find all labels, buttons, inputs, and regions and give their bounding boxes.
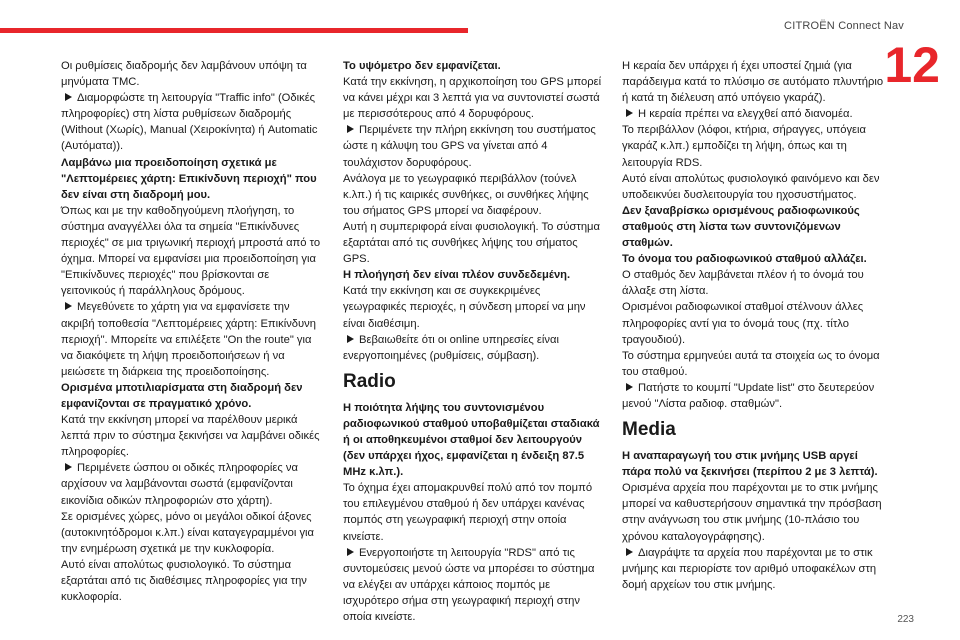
header-accent-bar	[0, 28, 468, 33]
faq-question: Λαμβάνω μια προειδοποίηση σχετικά με "Λεπτομέρειες χάρτη: Επικίνδυνη περιοχή" που δεν είναι στη διαδρομή μου.	[61, 156, 317, 201]
body-paragraph: Κατά την εκκίνηση, η αρχικοποίηση του GPS μπορεί να κάνει μέχρι και 3 λεπτά για να συντονιστεί σωστά με περισσότερους από 4 δορυφόρους.	[343, 76, 602, 121]
action-step-text: Ενεργοποιήστε τη λειτουργία "RDS" από τις συντομεύσεις μενού ώστε να μπορέσει το σύστημα να ελέγξει αν υπάρχει κάποιος πομπός με ισχυρότερο σήμα στη γεωγραφική περιοχή στην οποία κινείστε.	[343, 546, 595, 623]
action-step	[343, 122, 603, 170]
body-paragraph: Ορισμένα αρχεία που παρέχονται με το στικ μνήμης μπορεί να καθυστερήσουν σημαντικά την πρόσβαση στην ανάγνωση του στικ μνήμης (10-πλάσιο του χρόνου καταλογογράφησης).	[622, 482, 882, 543]
action-step-text: Διαμορφώστε τη λειτουργία "Traffic info" (Οδικές πληροφορίες) στη λίστα ρυθμίσεων διαδρομής (Without (Χωρίς), Manual (Χειροκίνητα) ή Automatic (Αυτόματα)).	[61, 92, 318, 153]
body-paragraph: Ο σταθμός δεν λαμβάνεται πλέον ή το όνομά του άλλαξε στη λίστα.	[622, 269, 864, 298]
arrow-bullet-icon	[347, 335, 354, 343]
faq-question: Η αναπαραγωγή του στικ μνήμης USB αργεί πάρα πολύ να ξεκινήσει (περίπου 2 με 3 λεπτά).	[622, 450, 878, 479]
action-step	[622, 545, 888, 593]
body-paragraph: Ανάλογα με το γεωγραφικό περιβάλλον (τούνελ κ.λπ.) ή τις καιρικές συνθήκες, οι συνθήκες λήψης του σήματος GPS μπορεί να διαφέρουν.	[343, 172, 589, 217]
action-step	[622, 380, 888, 412]
body-paragraph: Σε ορισμένες χώρες, μόνο οι μεγάλοι οδικοί άξονες (αυτοκινητόδρομοι κ.λπ.) είναι καταγεγραμμένοι για την ενημέρωση σχετικά με την κυκλοφορία.	[61, 510, 314, 555]
arrow-bullet-icon	[65, 93, 72, 101]
action-step-text: Περιμένετε ώσπου οι οδικές πληροφορίες να αρχίσουν να λαμβάνονται σωστά (εμφανίζονται εικονίδια οδικών πληροφοριών στο χάρτη).	[61, 462, 298, 507]
faq-question: Η ποιότητα λήψης του συντονισμένου ραδιοφωνικού σταθμού υποβαθμίζεται σταδιακά ή οι αποθηκευμένοι σταθμοί δεν λειτουργούν (δεν υπάρχει ήχος, εμφανίζεται η ένδειξη 87.5 MHz κ.λπ.).	[343, 401, 600, 479]
column-1	[61, 58, 323, 605]
header-title: CITROËN Connect Nav	[784, 20, 904, 32]
body-paragraph: Κατά την εκκίνηση μπορεί να παρέλθουν μερικά λεπτά πριν το σύστημα ξεκινήσει να λαμβάνει οδικές πληροφορίες.	[61, 414, 320, 459]
arrow-bullet-icon	[347, 125, 354, 133]
faq-question: Ορισμένα μποτιλιαρίσματα στη διαδρομή δεν εμφανίζονται σε πραγματικό χρόνο.	[61, 381, 303, 410]
body-paragraph: Το περιβάλλον (λόφοι, κτήρια, σήραγγες, υπόγεια γκαράζ κ.λπ.) εμποδίζει τη λήψη, όπως και τη λειτουργία RDS.	[622, 124, 866, 169]
action-step	[343, 545, 603, 625]
arrow-bullet-icon	[626, 109, 633, 117]
action-step	[343, 332, 603, 364]
body-paragraph: Όπως και με την καθοδηγούμενη πλοήγηση, το σύστημα αναγγέλλει όλα τα σημεία "Επικίνδυνες περιοχές" σε μια τριγωνική περιοχή μπροστά από το όχημα. Μπορεί να εμφανίσει μια προειδοποίηση για "Επικίνδυνες περιοχές" που βρίσκονται σε γειτονικούς ή παράλληλους δρόμους.	[61, 204, 321, 298]
action-step-text: Μεγεθύνετε το χάρτη για να εμφανίσετε την ακριβή τοποθεσία "Λεπτομέρειες χάρτη: Επικίνδυνη περιοχή". Μπορείτε να επιλέξετε "On the route" για να διακόψετε τη λήψη προειδοποιήσεων ή να μειώσετε τη διάρκεια της προειδοποίησης.	[61, 301, 316, 378]
page-number: 223	[897, 614, 914, 625]
section-heading: Radio	[343, 370, 396, 392]
arrow-bullet-icon	[65, 302, 72, 310]
action-step	[61, 460, 323, 508]
body-paragraph: Αυτή η συμπεριφορά είναι φυσιολογική. Το σύστημα εξαρτάται από τις συνθήκες λήψης του σήματος GPS.	[343, 220, 600, 266]
body-paragraph: Το όχημα έχει απομακρυνθεί πολύ από τον πομπό του επιλεγμένου σταθμού ή δεν υπάρχει κανένας πομπός στη γεωγραφική περιοχή στην οποία κινείστε.	[343, 482, 593, 543]
section-heading: Media	[622, 419, 676, 441]
body-paragraph: Κατά την εκκίνηση και σε συγκεκριμένες γεωγραφικές περιοχές, η σύνδεση μπορεί να μην είναι διαθέσιμη.	[343, 285, 586, 330]
faq-question: Το όνομα του ραδιοφωνικού σταθμού αλλάζει.	[622, 253, 867, 266]
action-step	[622, 106, 888, 122]
body-paragraph: Το σύστημα ερμηνεύει αυτά τα στοιχεία ως το όνομα του σταθμού.	[622, 349, 880, 378]
body-paragraph: Η κεραία δεν υπάρχει ή έχει υποστεί ζημιά (για παράδειγμα κατά το πλύσιμο σε αυτόματο πλυντήριο ή κατά τη διέλευση από υπόγειο γκαράζ).	[622, 60, 884, 105]
action-step	[61, 299, 323, 379]
faq-question: Η πλοήγησή δεν είναι πλέον συνδεδεμένη.	[343, 269, 571, 282]
arrow-bullet-icon	[626, 548, 633, 556]
body-paragraph: Αυτό είναι απολύτως φυσιολογικό φαινόμενο και δεν υποδεικνύει δυσλειτουργία του ηχοσυστήματος.	[622, 172, 880, 201]
action-step-text: Η κεραία πρέπει να ελεγχθεί από διανομέα.	[638, 108, 853, 121]
body-paragraph: Ορισμένοι ραδιοφωνικοί σταθμοί στέλνουν άλλες πληροφορίες αντί για το όνομά τους (πχ. τίτλο τραγουδιού).	[622, 301, 864, 346]
action-step-text: Βεβαιωθείτε ότι οι online υπηρεσίες είναι ενεργοποιημένες (ρυθμίσεις, σύμβαση).	[343, 333, 559, 362]
arrow-bullet-icon	[626, 383, 633, 391]
column-2	[343, 58, 603, 625]
faq-question: Δεν ξαναβρίσκω ορισμένους ραδιοφωνικούς σταθμούς στη λίστα των συντονιζόμενων σταθμών.	[622, 204, 860, 250]
chapter-number: 12	[884, 37, 940, 93]
action-step-text: Πατήστε το κουμπί "Update list" στο δευτερεύον μενού "Λίστα ραδιοφ. σταθμών".	[622, 381, 875, 410]
arrow-bullet-icon	[347, 548, 354, 556]
body-paragraph: Αυτό είναι απολύτως φυσιολογικό. Το σύστημα εξαρτάται από τις διαθέσιμες πληροφορίες για την κυκλοφορία.	[61, 558, 307, 604]
arrow-bullet-icon	[65, 463, 72, 471]
action-step	[61, 90, 323, 154]
action-step-text: Περιμένετε την πλήρη εκκίνηση του συστήματος ώστε η κάλυψη του GPS να γίνεται από 4 τουλάχιστον δορυφόρους.	[343, 124, 596, 169]
faq-question: Το υψόμετρο δεν εμφανίζεται.	[343, 60, 501, 72]
column-3	[622, 58, 888, 593]
action-step-text: Διαγράψτε τα αρχεία που παρέχονται με το στικ μνήμης και περιορίστε τον αριθμό υποφακέλων στη δομή αρχείων του στικ μνήμης.	[622, 546, 877, 591]
body-paragraph: Οι ρυθμίσεις διαδρομής δεν λαμβάνουν υπόψη τα μηνύματα TMC.	[61, 60, 307, 89]
